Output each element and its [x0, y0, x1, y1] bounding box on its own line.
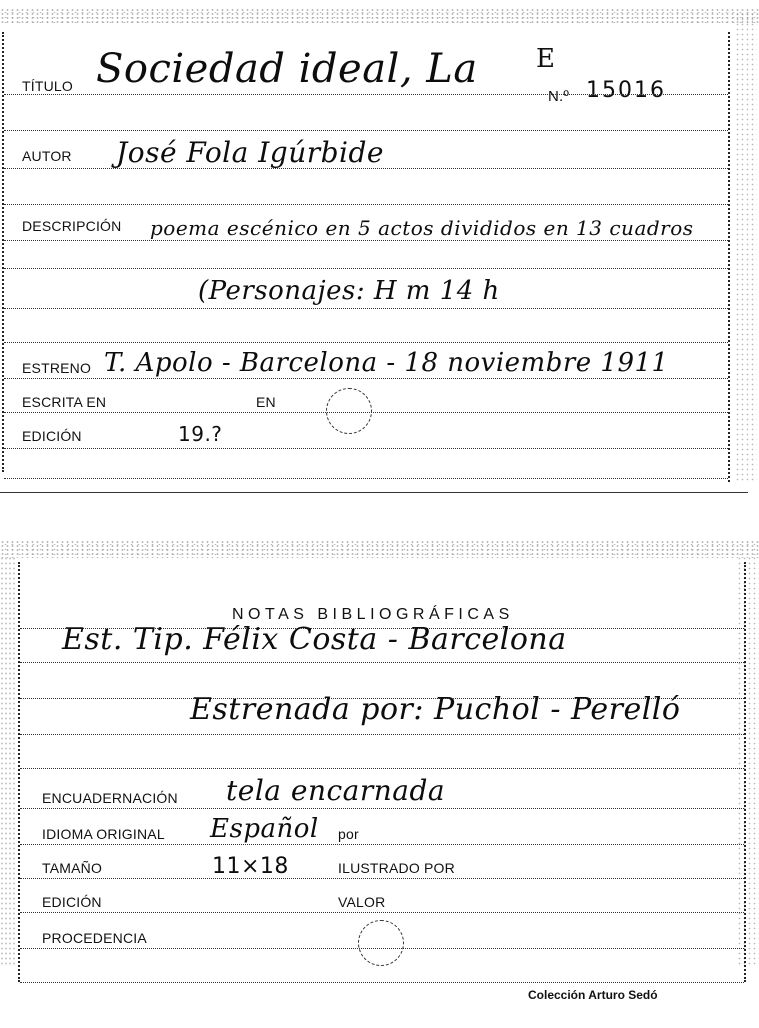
- note-2-line: [20, 734, 744, 735]
- bottom-edicion-label: EDICIÓN: [42, 894, 102, 910]
- top-blank-line-3: [4, 268, 728, 269]
- procedencia-line: [20, 948, 744, 949]
- number-label: N.º: [548, 88, 570, 105]
- notas-heading: NOTAS BIBLIOGRÁFICAS: [232, 606, 514, 623]
- encuadernacion-value: tela encarnada: [226, 774, 446, 807]
- bottom-blank-line-2: [20, 768, 744, 769]
- top-card-left-border: [2, 32, 4, 472]
- top-blank-line-4: [4, 342, 728, 343]
- top-card-right-border: [728, 32, 730, 482]
- bottom-blank-line-3: [20, 982, 744, 983]
- encuadernacion-label: ENCUADERNACIÓN: [42, 790, 178, 806]
- tamano-line: [20, 878, 744, 879]
- titulo-label: TÍTULO: [22, 78, 73, 94]
- top-edicion-line: [4, 448, 728, 449]
- estreno-line: [4, 378, 728, 379]
- bottom-punch-hole: [358, 920, 404, 966]
- idioma-label: IDIOMA ORIGINAL: [42, 826, 165, 842]
- tamano-label: TAMAÑO: [42, 860, 103, 876]
- titulo-value: Sociedad ideal, La: [96, 46, 478, 92]
- descripcion-label: DESCRIPCIÓN: [22, 218, 122, 234]
- descripcion-value: poema escénico en 5 actos divididos en 13 cuadros: [150, 216, 694, 240]
- titulo-line: [4, 94, 728, 95]
- descripcion-line: [4, 240, 728, 241]
- note-line-2: Estrenada por: Puchol - Perelló: [190, 692, 681, 727]
- escrita-line: [4, 412, 728, 413]
- top-catalog-card: [0, 12, 748, 492]
- autor-line: [4, 168, 728, 169]
- number-value: 15016: [586, 78, 666, 103]
- procedencia-label: PROCEDENCIA: [42, 930, 147, 946]
- idioma-line: [20, 844, 744, 845]
- bottom-card-right-border: [744, 562, 746, 982]
- top-edicion-label: EDICIÓN: [22, 428, 82, 444]
- bottom-catalog-card: [0, 540, 748, 995]
- number-mark: E: [536, 44, 555, 74]
- bottom-card-left-border: [18, 562, 20, 982]
- top-card-bottom-edge: [0, 492, 748, 493]
- top-blank-line-2: [4, 204, 728, 205]
- ilustrado-label: ILUSTRADO POR: [338, 860, 455, 876]
- note-1-line: [20, 662, 744, 663]
- idioma-value: Español: [210, 814, 319, 844]
- top-blank-line-5: [4, 478, 728, 479]
- valor-label: VALOR: [338, 894, 386, 910]
- personajes-line: [4, 308, 728, 309]
- autor-label: AUTOR: [22, 148, 72, 164]
- escrita-label: ESCRITA EN: [22, 394, 107, 410]
- escrita-en-label: EN: [256, 394, 276, 410]
- encuadernacion-line: [20, 808, 744, 809]
- autor-value: José Fola Igúrbide: [116, 136, 384, 169]
- top-edicion-value: 19.?: [178, 422, 223, 446]
- top-blank-line-1: [4, 130, 728, 131]
- tamano-value: 11×18: [212, 854, 289, 879]
- bottom-edicion-line: [20, 912, 744, 913]
- por-label: por: [338, 826, 359, 842]
- estreno-label: ESTRENO: [22, 360, 92, 376]
- estreno-value: T. Apolo - Barcelona - 18 noviembre 1911: [104, 348, 669, 378]
- collection-credit: Colección Arturo Sedó: [528, 988, 658, 1002]
- personajes-value: (Personajes: H m 14 h: [198, 276, 500, 306]
- note-line-1: Est. Tip. Félix Costa - Barcelona: [62, 622, 567, 657]
- top-punch-hole: [326, 388, 372, 434]
